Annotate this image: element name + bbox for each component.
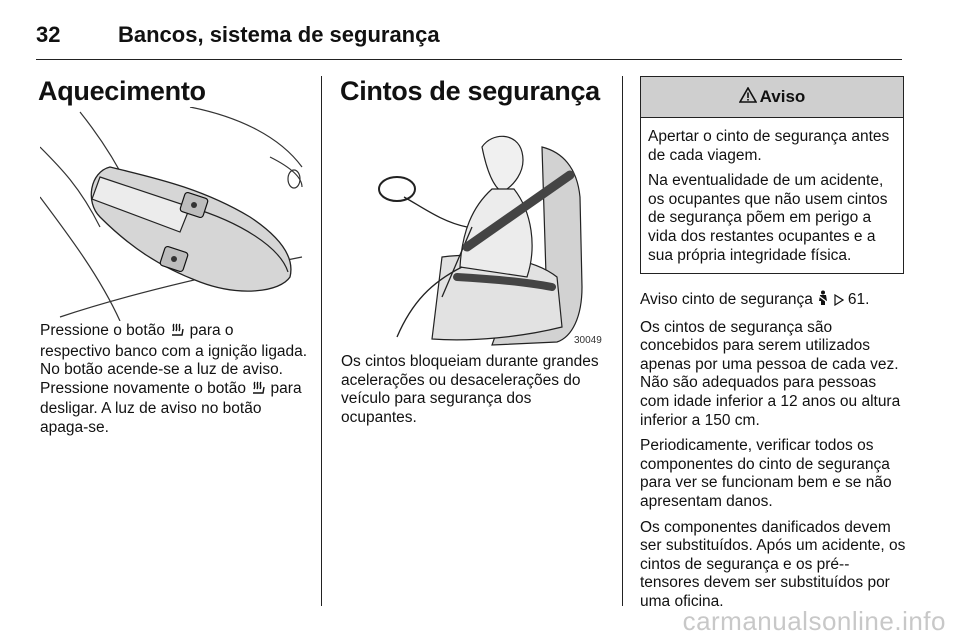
info-paragraph: Os cintos de segurança são concebidos para serem utilizados apenas por uma pessoa de cada vez. Não são adequados para pessoas com idade inferior a 12 anos ou altura inferior a 150 cm. bbox=[640, 318, 901, 429]
seatbelts-heading: Cintos de segurança bbox=[340, 76, 600, 106]
heating-illustration bbox=[40, 107, 304, 321]
heating-heading: Aquecimento bbox=[38, 76, 206, 106]
warning-box bbox=[640, 76, 904, 274]
warning-paragraph: Na eventualidade de um acidente, os ocupantes que não usem cintos de segurança põem em perigo a vida dos restantes ocupantes e a sua própria integridade física. bbox=[648, 172, 888, 264]
figure-number: 30049 bbox=[574, 335, 602, 346]
seat-heating-icon bbox=[169, 322, 185, 343]
seatbelt-illustration bbox=[342, 127, 604, 349]
warning-title: Aviso bbox=[759, 87, 806, 106]
seatbelt-info-text bbox=[640, 290, 906, 619]
info-paragraph: Os componentes danificados devem ser substituídos. Após um acidente, os cintos de segurança e os pré--tensores devem ser substituídos por uma oficina. bbox=[640, 518, 906, 610]
page-header bbox=[36, 14, 904, 48]
header-rule bbox=[36, 59, 902, 60]
seatbelts-paragraph: Os cintos bloqueiam durante grandes acelerações ou desacelerações do veículo para segurança dos ocupantes. bbox=[341, 353, 599, 426]
seat-heating-icon bbox=[250, 380, 266, 401]
warning-header bbox=[641, 77, 903, 118]
page-reference-icon bbox=[834, 293, 844, 312]
page-number: 32 bbox=[36, 22, 61, 47]
page-title: Bancos, sistema de segurança bbox=[118, 22, 440, 47]
warning-paragraph: Apertar o cinto de segurança antes de cada viagem. bbox=[648, 128, 890, 164]
warning-triangle-icon bbox=[739, 87, 757, 108]
reference-page-number: 61 bbox=[847, 291, 866, 308]
warning-body bbox=[641, 118, 903, 273]
heating-text bbox=[40, 322, 308, 438]
seatbelt-reminder-ref: Aviso cinto de segurança 61. bbox=[640, 290, 906, 312]
watermark: carmanualsonline.info bbox=[682, 606, 946, 636]
seatbelts-text bbox=[341, 353, 609, 427]
column-divider bbox=[321, 76, 322, 606]
column-divider bbox=[622, 76, 623, 606]
seatbelt-reminder-icon bbox=[817, 290, 829, 312]
info-paragraph: Periodicamente, verificar todos os componentes do cinto de segurança para ver se funcionam bem e se não apresentam danos. bbox=[640, 437, 892, 510]
heating-paragraph: Pressione o botão para o respectivo banco com a ignição ligada. No botão acende-se a luz de aviso. Pressione novamente o botão para desligar. A luz de aviso no botão apaga-se. bbox=[40, 322, 308, 436]
